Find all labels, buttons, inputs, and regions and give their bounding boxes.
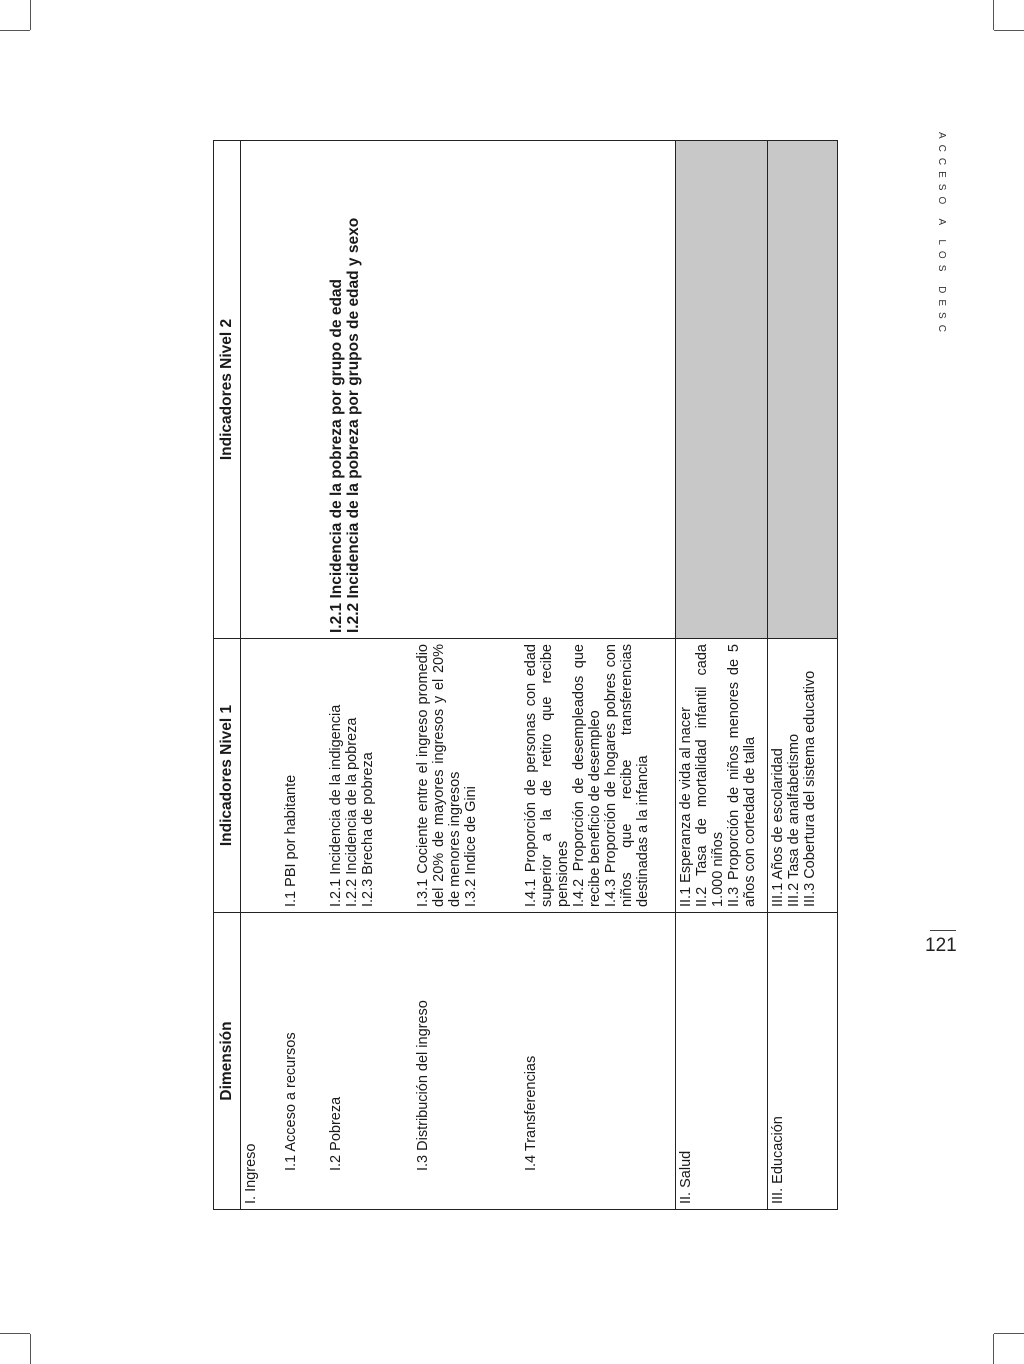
table-row <box>326 141 413 1210</box>
indicator-item: III.1 Años de escolaridad <box>770 748 786 907</box>
indicator-item: I.1 PBI por habitante <box>282 774 299 907</box>
nivel1-cell <box>521 639 676 913</box>
nivel2-cell <box>326 141 413 639</box>
dimension-label: I.4 Transferencias <box>522 1055 539 1171</box>
table-row <box>281 141 326 1210</box>
crop-mark <box>993 1334 994 1364</box>
dimension-cell <box>413 913 521 1210</box>
table-header-row <box>214 141 241 1210</box>
dimension-label: I. Ingreso <box>243 1143 259 1204</box>
nivel2-cell <box>413 141 521 639</box>
crop-mark <box>994 30 1024 31</box>
indicator-item: III.3 Cobertura del sistema educativo <box>802 670 818 907</box>
nivel1-cell <box>676 639 768 913</box>
nivel2-cell-shaded <box>676 141 768 639</box>
dimension-label: II. Salud <box>678 1150 694 1204</box>
dimension-cell <box>241 913 281 1210</box>
dimension-cell <box>326 913 413 1210</box>
indicators-table-wrapper <box>213 141 825 1210</box>
crop-mark <box>994 1333 1024 1334</box>
dimension-label: III. Educación <box>770 1116 786 1204</box>
nivel2-cell-shaded <box>768 141 838 639</box>
indicator-item: I.3.2 Indice de Gini <box>462 786 479 907</box>
header-dimension: Dimensión <box>214 913 241 1210</box>
dimension-cell <box>281 913 326 1210</box>
crop-mark <box>0 1333 30 1334</box>
header-nivel-1: Indicadores Nivel 1 <box>214 639 241 913</box>
indicator-item: II.1 Esperanza de vida al nacer <box>678 707 694 907</box>
crop-mark <box>993 0 994 30</box>
indicator-item: II.3 Proporción de niños menores de 5 años con cortedad de talla <box>726 644 758 907</box>
indicator-item: II.2 Tasa de mortalidad infantil cada 1.000 niños <box>694 644 726 907</box>
indicators-table-rotated <box>213 141 825 1210</box>
page-number-rule <box>930 930 956 931</box>
header-nivel-2: Indicadores Nivel 2 <box>214 141 241 639</box>
indicator-item: I.2.1 Incidencia de la indigencia <box>327 704 344 907</box>
table-row <box>413 141 521 1210</box>
dimension-cell <box>521 913 676 1210</box>
table-row <box>676 141 768 1210</box>
table-row <box>521 141 676 1210</box>
crop-mark <box>30 1334 31 1364</box>
dimension-cell <box>676 913 768 1210</box>
dimension-cell <box>768 913 838 1210</box>
nivel2-cell <box>521 141 676 639</box>
nivel2-cell <box>281 141 326 639</box>
indicator-item: III.2 Tasa de analfabetismo <box>786 733 802 907</box>
nivel1-cell <box>768 639 838 913</box>
indicator-item: I.4.3 Proporción de hogares pobres con niños que recibe transferencias destinadas a la infancia <box>602 644 651 907</box>
indicator-item: I.4.2 Proporción de desempleados que recibe beneficio de desempleo <box>570 644 603 907</box>
indicator-item: I.3.1 Cociente entre el ingreso promedio del 20% de mayores ingresos y el 20% de menores ingresos <box>414 644 463 907</box>
crop-mark <box>30 0 31 30</box>
nivel1-cell <box>281 639 326 913</box>
table-row <box>768 141 838 1210</box>
indicator-item: I.4.1 Proporción de personas con edad superior a la de retiro que recibe pensiones <box>522 644 571 907</box>
nivel1-cell <box>413 639 521 913</box>
nivel2-cell <box>241 141 281 639</box>
dimension-label: I.3 Distribución del ingreso <box>414 1000 431 1171</box>
page-number: 121 <box>925 935 957 956</box>
indicators-table <box>213 140 838 1210</box>
nivel1-cell <box>241 639 281 913</box>
nivel1-cell <box>326 639 413 913</box>
dimension-label: I.2 Pobreza <box>327 1096 344 1171</box>
indicator-item: I.2.2 Incidencia de la pobreza <box>343 717 360 907</box>
table-row <box>241 141 281 1210</box>
running-head: ACCESO A LOS DESC <box>936 132 947 338</box>
indicator-item: I.2.1 Incidencia de la pobreza por grupo de edad <box>327 279 345 633</box>
crop-mark <box>0 30 30 31</box>
indicator-item: I.2.3 Brecha de pobreza <box>359 752 376 907</box>
dimension-label: I.1 Acceso a recursos <box>282 1032 299 1171</box>
indicator-item: I.2.2 Incidencia de la pobreza por grupos de edad y sexo <box>344 217 362 633</box>
